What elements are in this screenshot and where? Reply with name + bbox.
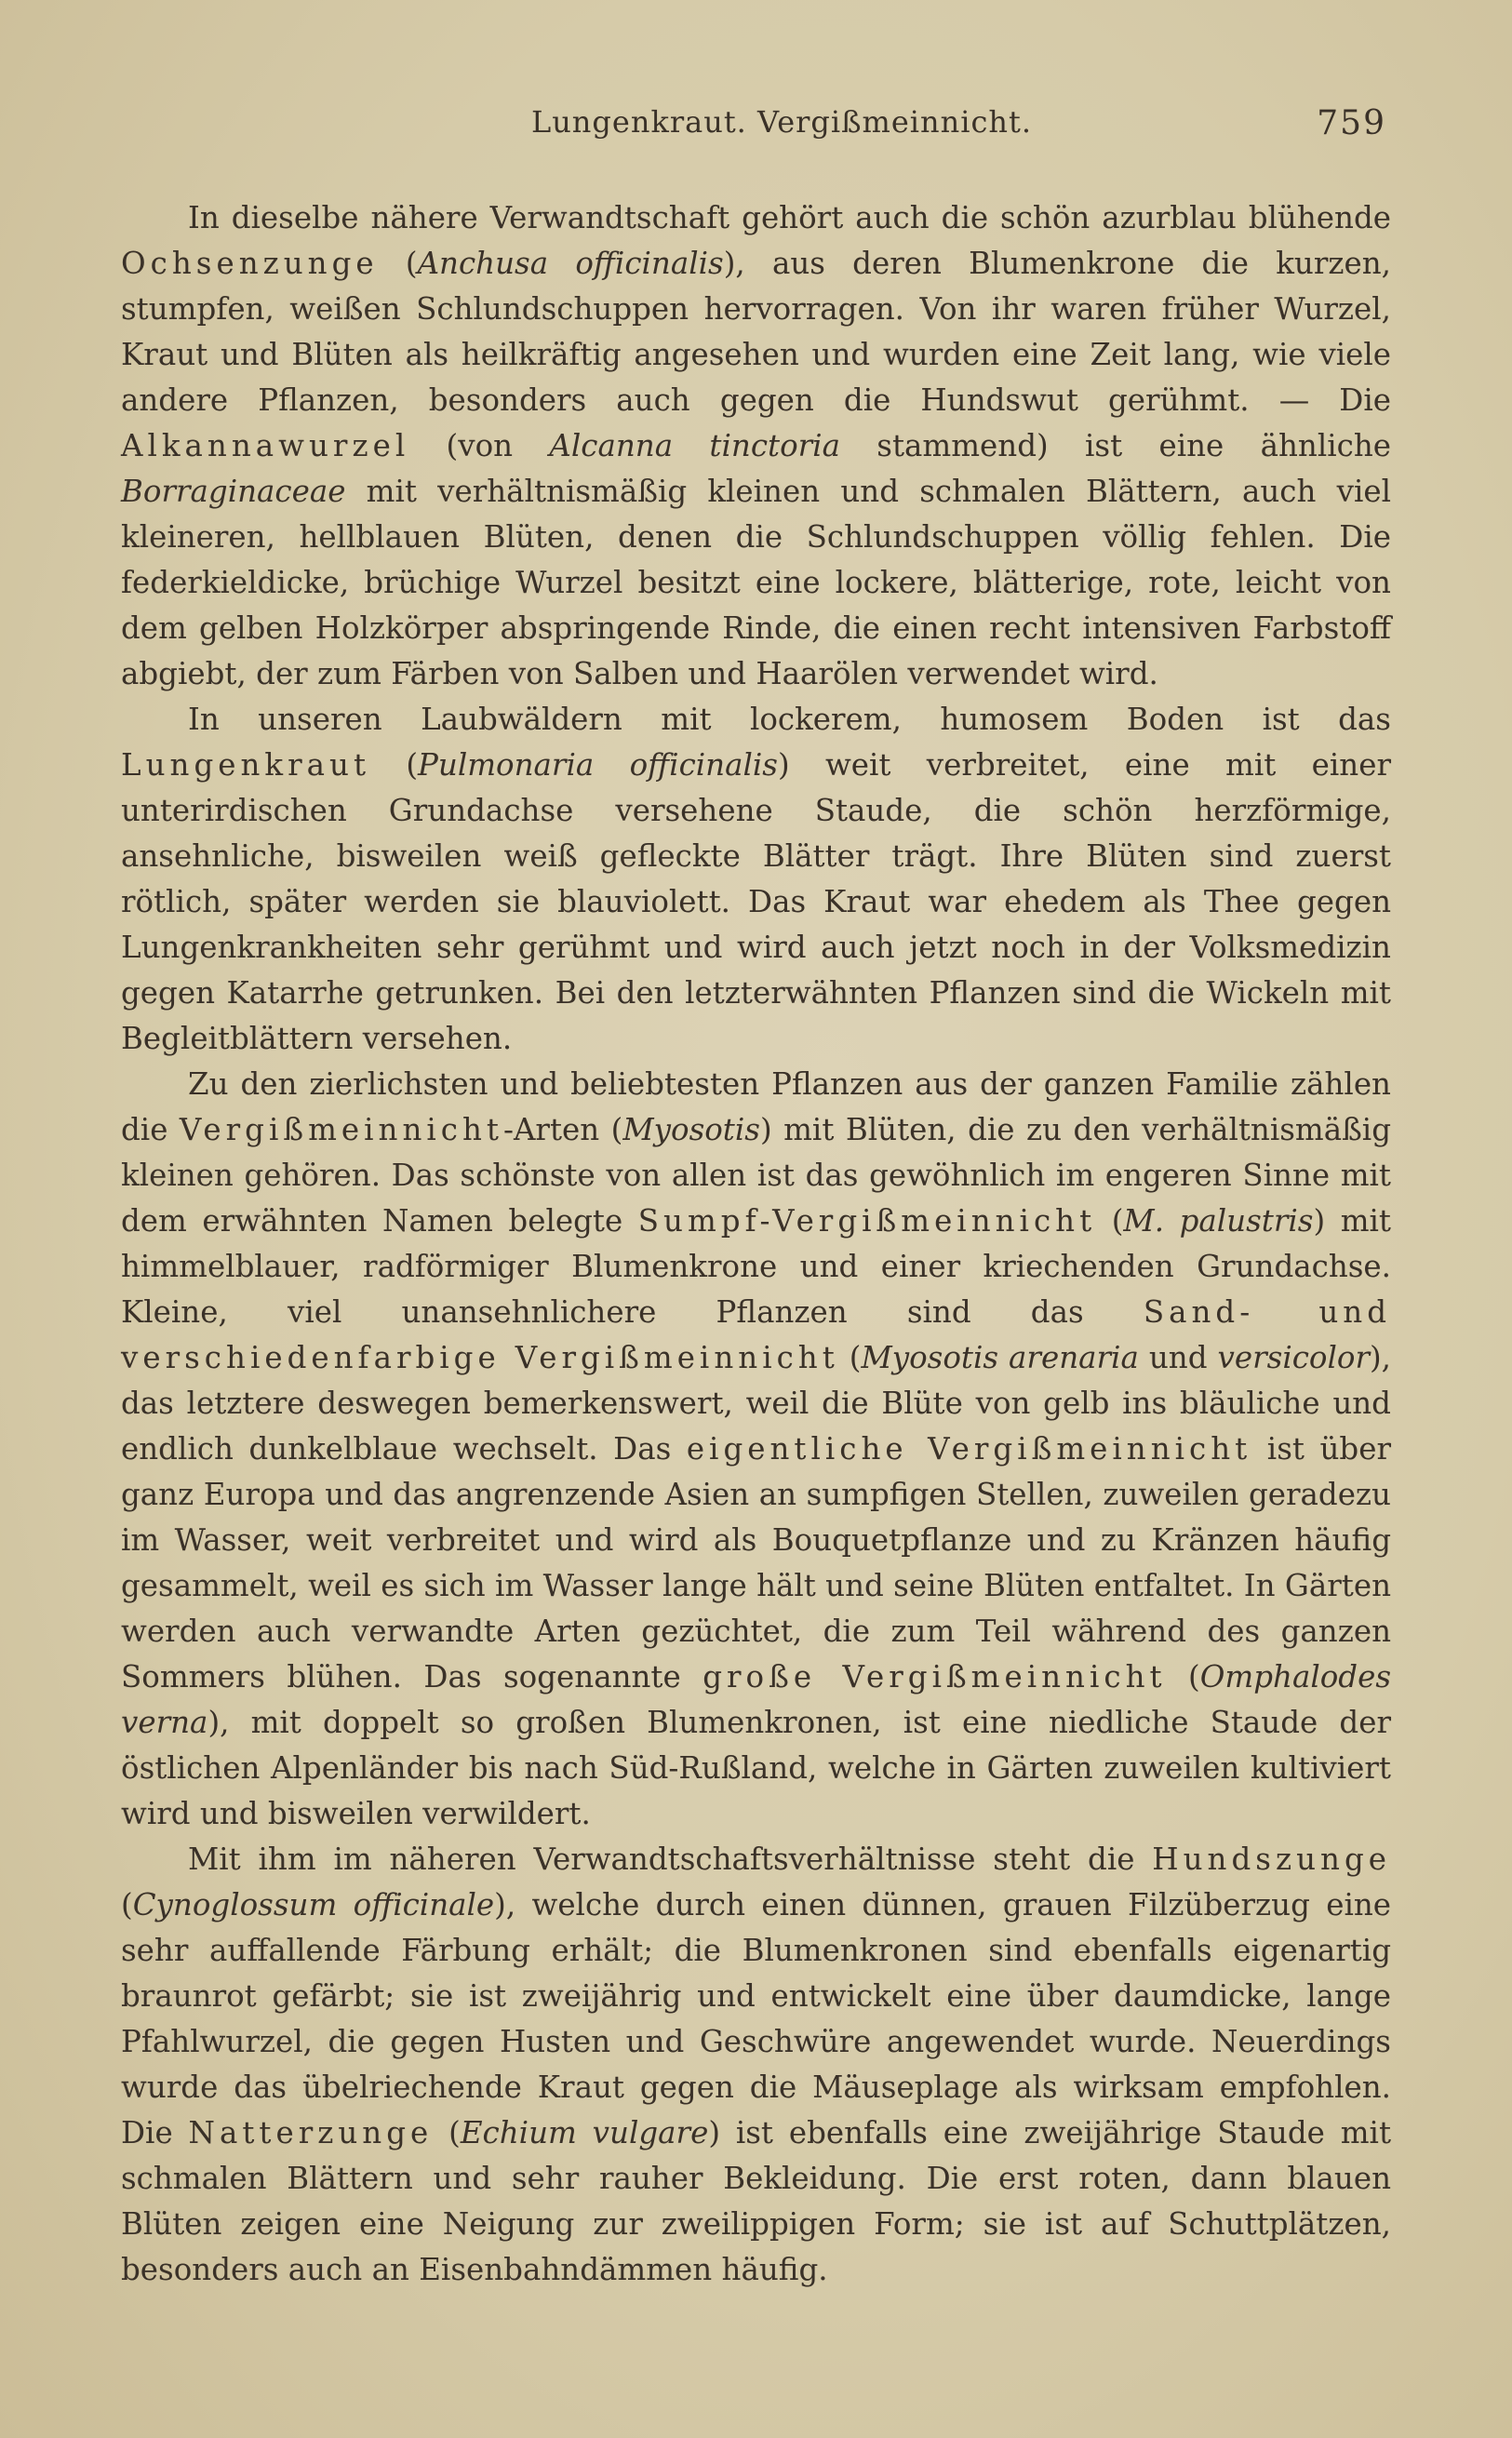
text-run: In unseren Laubwäldern mit lockerem, humosem Boden ist das bbox=[188, 702, 1391, 737]
italic-term: M. palustris bbox=[1123, 1203, 1314, 1239]
text-run: ( bbox=[1096, 1203, 1124, 1239]
text-run: und bbox=[1138, 1340, 1218, 1375]
italic-term: Anchusa officinalis bbox=[417, 246, 724, 281]
text-run: ) mit himmelblauer, radförmiger Blumenkrone und einer kriechenden Grundachse. Kleine, viel unansehnlichere Pflanzen sind das bbox=[121, 1203, 1391, 1330]
text-run: ( bbox=[378, 246, 418, 281]
spaced-term: Sumpf-Vergißmeinnicht bbox=[637, 1203, 1097, 1239]
text-run: stammend) ist eine ähnliche bbox=[839, 428, 1392, 463]
italic-term: Alcanna tinctoria bbox=[549, 428, 840, 463]
paragraph-lungenkraut bbox=[121, 697, 1391, 1062]
italic-term: Myosotis bbox=[622, 1112, 760, 1147]
italic-term: Myosotis arenaria bbox=[861, 1340, 1139, 1375]
spaced-term: eigentliche Vergißmeinnicht bbox=[686, 1431, 1252, 1467]
italic-term: Omphalodes verna bbox=[121, 1659, 1392, 1740]
italic-term: Pulmonaria officinalis bbox=[418, 747, 778, 783]
spaced-term: Hundszunge bbox=[1152, 1842, 1391, 1877]
text-run: Zu den zierlichsten und beliebtesten Pflanzen aus der ganzen Familie zählen die bbox=[121, 1066, 1391, 1147]
page-header bbox=[121, 104, 1386, 153]
body-text bbox=[121, 195, 1391, 2293]
italic-term: Cynoglossum officinale bbox=[132, 1887, 495, 1922]
spaced-term: Alkannawurzel bbox=[121, 428, 410, 463]
text-run: ( bbox=[838, 1340, 862, 1375]
text-run: ) mit Blüten, die zu den verhältnismäßig kleinen gehören. Das schönste von allen ist das gewöhnlich im engeren Sinne mit dem erwähnten Namen belegte bbox=[121, 1112, 1391, 1239]
text-run: ), aus deren Blumenkrone die kurzen, stumpfen, weißen Schlundschuppen hervorragen. Von ihr waren früher Wurzel, Kraut und Blüten als heilkräftig angesehen und wurden eine Zeit lang, wie viele andere Pflanzen, besonders auch gegen die Hundswut gerühmt. — Die bbox=[121, 246, 1391, 418]
page-number: 759 bbox=[1317, 104, 1386, 142]
spaced-term: Sand- und verschiedenfarbige Vergißmeinnicht bbox=[121, 1294, 1391, 1375]
text-run: Mit ihm im näheren Verwandtschaftsverhältnisse steht die bbox=[188, 1842, 1153, 1877]
text-run: ( bbox=[121, 1887, 133, 1922]
text-run: mit verhältnismäßig kleinen und schmalen Blättern, auch viel kleineren, hellblauen Blüten, denen die Schlundschuppen völlig fehlen. Die federkieldicke, brüchige Wurzel besitzt eine lockere, blätterige, rote, leicht von dem gelben Holzkörper abspringende Rinde, die einen recht intensiven Farbstoff abgiebt, der zum Färben von Salben und Haarölen verwendet wird. bbox=[121, 474, 1391, 691]
running-title: Lungenkraut. Vergißmeinnicht. bbox=[530, 104, 1033, 140]
text-run: ), mit doppelt so großen Blumenkronen, ist eine niedliche Staude der östlichen Alpenländer bis nach Süd-Rußland, welche in Gärten zuweilen kultiviert wird und bisweilen verwildert. bbox=[121, 1705, 1391, 1831]
paragraph-ochsenzunge bbox=[121, 195, 1391, 697]
paragraph-vergissmeinnicht bbox=[121, 1062, 1391, 1837]
text-run: ( bbox=[370, 747, 419, 783]
text-run: ) weit verbreitet, eine mit einer unterirdischen Grundachse versehene Staude, die schön herzförmige, ansehnliche, bisweilen weiß gefleckte Blätter trägt. Ihre Blüten sind zuerst rötlich, später werden sie blauviolett. Das Kraut war ehedem als Thee gegen Lungenkrankheiten sehr gerühmt und wird auch jetzt noch in der Volksmedizin gegen Katarrhe getrunken. Bei den letzterwähnten Pflanzen sind die Wickeln mit Begleitblättern versehen. bbox=[121, 747, 1391, 1056]
italic-term: versicolor bbox=[1217, 1340, 1370, 1375]
text-run: ), das letztere deswegen bemerkenswert, weil die Blüte von gelb ins bläuliche und endlich dunkelblaue wechselt. Das bbox=[121, 1340, 1391, 1467]
text-run: ( bbox=[1166, 1659, 1200, 1695]
italic-term: Echium vulgare bbox=[460, 2115, 709, 2150]
text-run: -Arten ( bbox=[502, 1112, 623, 1147]
text-run: (von bbox=[409, 428, 550, 463]
text-run: ( bbox=[433, 2115, 461, 2150]
spaced-term: Vergißmeinnicht bbox=[179, 1112, 503, 1147]
text-run: ) ist ebenfalls eine zweijährige Staude mit schmalen Blättern und sehr rauher Bekleidung. Die erst roten, dann blauen Blüten zeigen eine Neigung zur zweilippigen Form; sie ist auf Schuttplätzen, besonders auch an Eisenbahndämmen häufig. bbox=[121, 2115, 1392, 2287]
spaced-term: Lungenkraut bbox=[121, 747, 371, 783]
spaced-term: Natterzunge bbox=[188, 2115, 434, 2150]
italic-term: Borraginaceae bbox=[121, 474, 346, 509]
spaced-term: große Vergißmeinnicht bbox=[702, 1659, 1167, 1695]
paragraph-hundszunge bbox=[121, 1837, 1391, 2293]
text-run: ), welche durch einen dünnen, grauen Filzüberzug eine sehr auffallende Färbung erhält; die Blumenkronen sind ebenfalls eigenartig braunrot gefärbt; sie ist zweijährig und entwickelt eine über daumdicke, lange Pfahlwurzel, die gegen Husten und Geschwüre angewendet wurde. Neuerdings wurde das übelriechende Kraut gegen die Mäuseplage als wirksam empfohlen. Die bbox=[121, 1887, 1392, 2150]
spaced-term: Ochsenzunge bbox=[121, 246, 379, 281]
text-run: In dieselbe nähere Verwandtschaft gehört auch die schön azurblau blühende bbox=[188, 200, 1391, 235]
text-run: ist über ganz Europa und das angrenzende Asien an sumpfigen Stellen, zuweilen geradezu im Wasser, weit verbreitet und wird als Bouquetpflanze und zu Kränzen häufig gesammelt, weil es sich im Wasser lange hält und seine Blüten entfaltet. In Gärten werden auch verwandte Arten gezüchtet, die zum Teil während des ganzen Sommers blühen. Das sogenannte bbox=[121, 1431, 1391, 1695]
